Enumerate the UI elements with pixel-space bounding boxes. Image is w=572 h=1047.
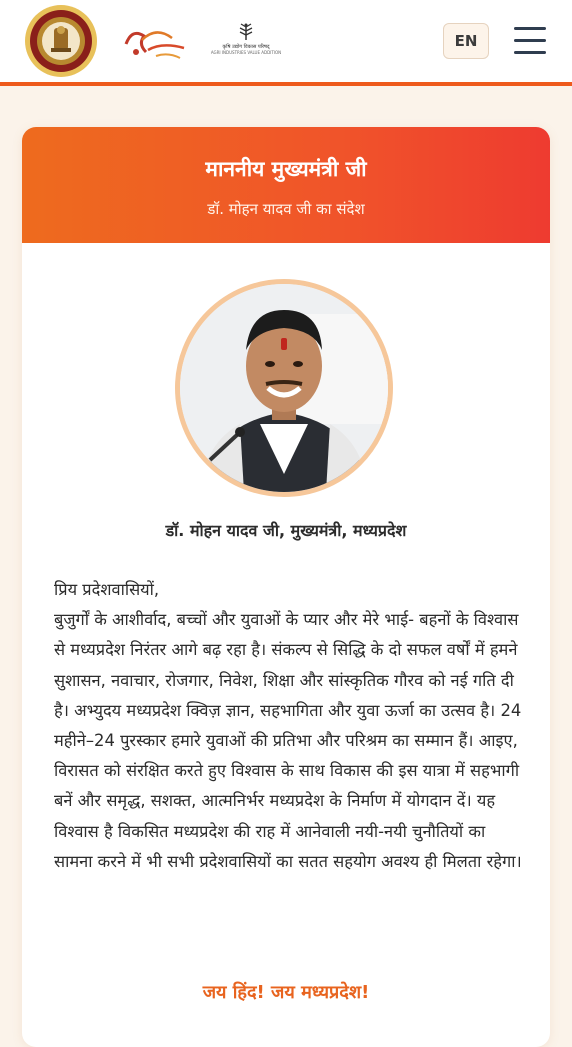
- top-header: [0, 0, 572, 86]
- veer-bharat-logo[interactable]: [122, 22, 190, 64]
- salutation-text: प्रिय प्रदेशवासियों,: [54, 580, 160, 599]
- message-body: [54, 575, 522, 877]
- wheat-emblem-icon: [231, 22, 261, 42]
- card-subtitle: डॉ. मोहन यादव जी का संदेश: [207, 200, 365, 218]
- state-emblem-logo[interactable]: [24, 4, 98, 78]
- message-paragraph: बुजुर्गों के आशीर्वाद, बच्चों और युवाओं के प्यार और मेरे भाई- बहनों के विश्वास से मध्यप्रदेश निरंतर आगे बढ़ रहा है। संकल्प से सिद्धि के दो सफल वर्षों में हमने सुशासन, नवाचार, रोजगार, निवेश, शिक्षा और सांस्कृतिक गौरव को नई गति दी है। अभ्युदय मध्यप्रदेश क्विज़ ज्ञान, सहभागिता और युवा ऊर्जा का उत्सव है। 24 महीने–24 पुरस्कार हमारे युवाओं की प्रतिभा और परिश्रम का सम्मान हैं। आइए, विरासत को संरक्षित करते हुए विश्वास के साथ विकास की इस यात्रा में सहभागी बनें और समृद्ध, सशक्त, आत्मनिर्भर मध्यप्रदेश के निर्माण में योगदान दें। यह विश्वास है विकसित मध्यप्रदेश की राह में आनेवाली नयी-नयी चुनौतियों का सामना करने में भी सभी प्रदेशवासियों का सतत सहयोग अवश्य ही मिलता रहेगा।: [54, 610, 522, 871]
- photo-caption: डॉ. मोहन यादव जी, मुख्यमंत्री, मध्यप्रदेश: [165, 521, 407, 540]
- agri-council-logo[interactable]: [210, 22, 282, 62]
- cm-message-card: [22, 127, 550, 1047]
- card-header: [22, 127, 550, 243]
- hamburger-menu-icon[interactable]: [514, 27, 546, 55]
- closing-slogan: जय हिंद! जय मध्यप्रदेश!: [202, 982, 370, 1003]
- logo3-line2: AGRI INDUSTRIES VALUE ADDITION: [210, 50, 282, 55]
- language-toggle-button[interactable]: EN: [443, 23, 489, 59]
- logo3-line1: कृषि उद्योग विकास परिषद्: [222, 44, 270, 50]
- card-title: माननीय मुख्यमंत्री जी: [205, 157, 367, 181]
- chief-minister-photo: [175, 279, 393, 497]
